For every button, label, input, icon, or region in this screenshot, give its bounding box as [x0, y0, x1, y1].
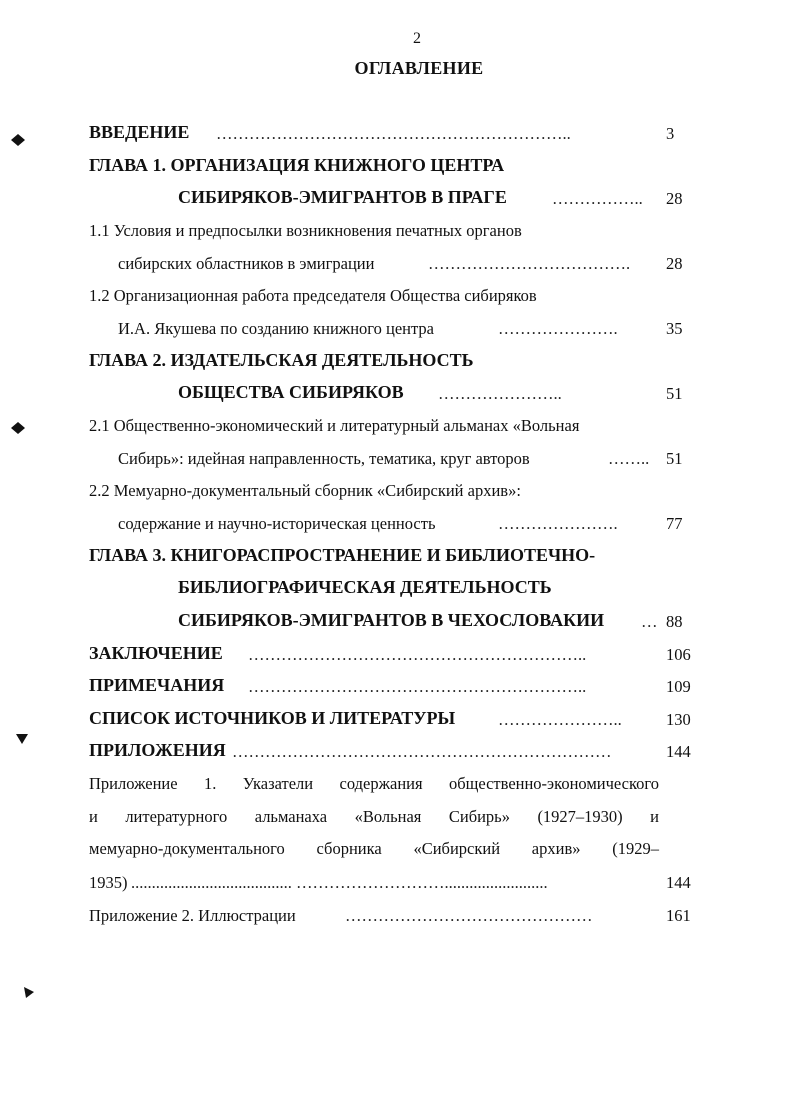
toc-entry-section-1-2: 1.2 Организационная работа председателя Общества сибиряков — [89, 286, 537, 305]
toc-dots: …………………………………………………………… — [232, 742, 612, 761]
toc-page: 51 — [666, 384, 683, 403]
toc-entry-chapter1: ГЛАВА 1. ОРГАНИЗАЦИЯ КНИЖНОГО ЦЕНТРА — [89, 155, 505, 175]
toc-dots: …………………. — [498, 514, 618, 533]
toc-entry-conclusion: ЗАКЛЮЧЕНИЕ — [89, 643, 223, 663]
toc-dots: ………………….. — [438, 384, 562, 403]
toc-page: 28 — [666, 254, 683, 273]
toc-dots: ……………………………………………………….. — [216, 124, 571, 143]
toc-entry-chapter2-cont: ОБЩЕСТВА СИБИРЯКОВ — [178, 382, 404, 402]
page-title: ОГЛАВЛЕНИЕ — [354, 58, 484, 78]
toc-dots: …….. — [608, 449, 650, 468]
page-number: 2 — [413, 30, 421, 47]
appendix-1-line4: 1935) — [89, 873, 128, 892]
appendix-1-line3: мемуарно-документального сборника «Сибирский архив» (1929– — [89, 839, 659, 859]
toc-page: 3 — [666, 124, 675, 143]
toc-entry-section-2-2-cont: содержание и научно-историческая ценность — [118, 514, 436, 533]
toc-page: 35 — [666, 319, 683, 338]
toc-entry-appendices: ПРИЛОЖЕНИЯ — [89, 740, 226, 760]
toc-dots: ……………………………………… — [345, 906, 593, 925]
toc-entry-section-2-2: 2.2 Мемуарно-документальный сборник «Сибирский архив»: — [89, 481, 521, 500]
toc-entry-chapter3-cont: БИБЛИОГРАФИЧЕСКАЯ ДЕЯТЕЛЬНОСТЬ — [178, 577, 552, 597]
toc-page: 28 — [666, 189, 683, 208]
toc-entry-sources: СПИСОК ИСТОЧНИКОВ И ЛИТЕРАТУРЫ — [89, 708, 456, 728]
toc-dots: …………………. — [498, 319, 618, 338]
toc-page: 161 — [666, 906, 691, 925]
toc-dots: …………………………………………………….. — [248, 645, 587, 664]
toc-entry-chapter2: ГЛАВА 2. ИЗДАТЕЛЬСКАЯ ДЕЯТЕЛЬНОСТЬ — [89, 350, 474, 370]
appendix-1-line1: Приложение 1. Указатели содержания общественно-экономического — [89, 774, 659, 793]
toc-dots: ………………….. — [498, 710, 622, 729]
toc-entry-section-1-1-cont: сибирских областников в эмиграции — [118, 254, 375, 273]
toc-dots: ………………………………. — [428, 254, 631, 273]
toc-entry-notes: ПРИМЕЧАНИЯ — [89, 675, 225, 695]
toc-label: ВВЕДЕНИЕ — [89, 122, 190, 142]
toc-page: 88 — [666, 612, 683, 631]
toc-page: 77 — [666, 514, 683, 533]
toc-page: 144 — [666, 742, 691, 761]
appendix-1-line2: и литературного альманаха «Вольная Сибирь» (1927–1930) и — [89, 806, 659, 826]
toc-entry-intro — [89, 122, 189, 143]
toc-entry-section-1-2-cont: И.А. Якушева по созданию книжного центра — [118, 319, 434, 338]
toc-dots: …………….. — [552, 189, 643, 208]
toc-dots: … — [641, 612, 658, 631]
toc-entry-chapter3-cont2: СИБИРЯКОВ-ЭМИГРАНТОВ В ЧЕХОСЛОВАКИИ — [178, 610, 605, 630]
toc-page: 109 — [666, 677, 691, 696]
toc-dots: …………………………………………………….. — [248, 677, 587, 696]
toc-entry-section-1-1: 1.1 Условия и предпосылки возникновения печатных органов — [89, 221, 522, 240]
toc-entry-section-2-1: 2.1 Общественно-экономический и литературный альманах «Вольная — [89, 416, 580, 435]
toc-entry-appendix-1 — [89, 768, 659, 866]
toc-page: 144 — [666, 873, 691, 892]
toc-entry-section-2-1-cont: Сибирь»: идейная направленность, тематика, круг авторов — [118, 449, 530, 468]
toc-entry-appendix-2: Приложение 2. Иллюстрации — [89, 906, 296, 925]
toc-page: 106 — [666, 645, 691, 664]
toc-entry-chapter3: ГЛАВА 3. КНИГОРАСПРОСТРАНЕНИЕ И БИБЛИОТЕЧНО- — [89, 545, 596, 565]
toc-page: 51 — [666, 449, 683, 468]
toc-dots: ....................................... ………………………......................... — [131, 873, 548, 892]
toc-entry-chapter1-cont: СИБИРЯКОВ-ЭМИГРАНТОВ В ПРАГЕ — [178, 187, 507, 207]
toc-page: 130 — [666, 710, 691, 729]
